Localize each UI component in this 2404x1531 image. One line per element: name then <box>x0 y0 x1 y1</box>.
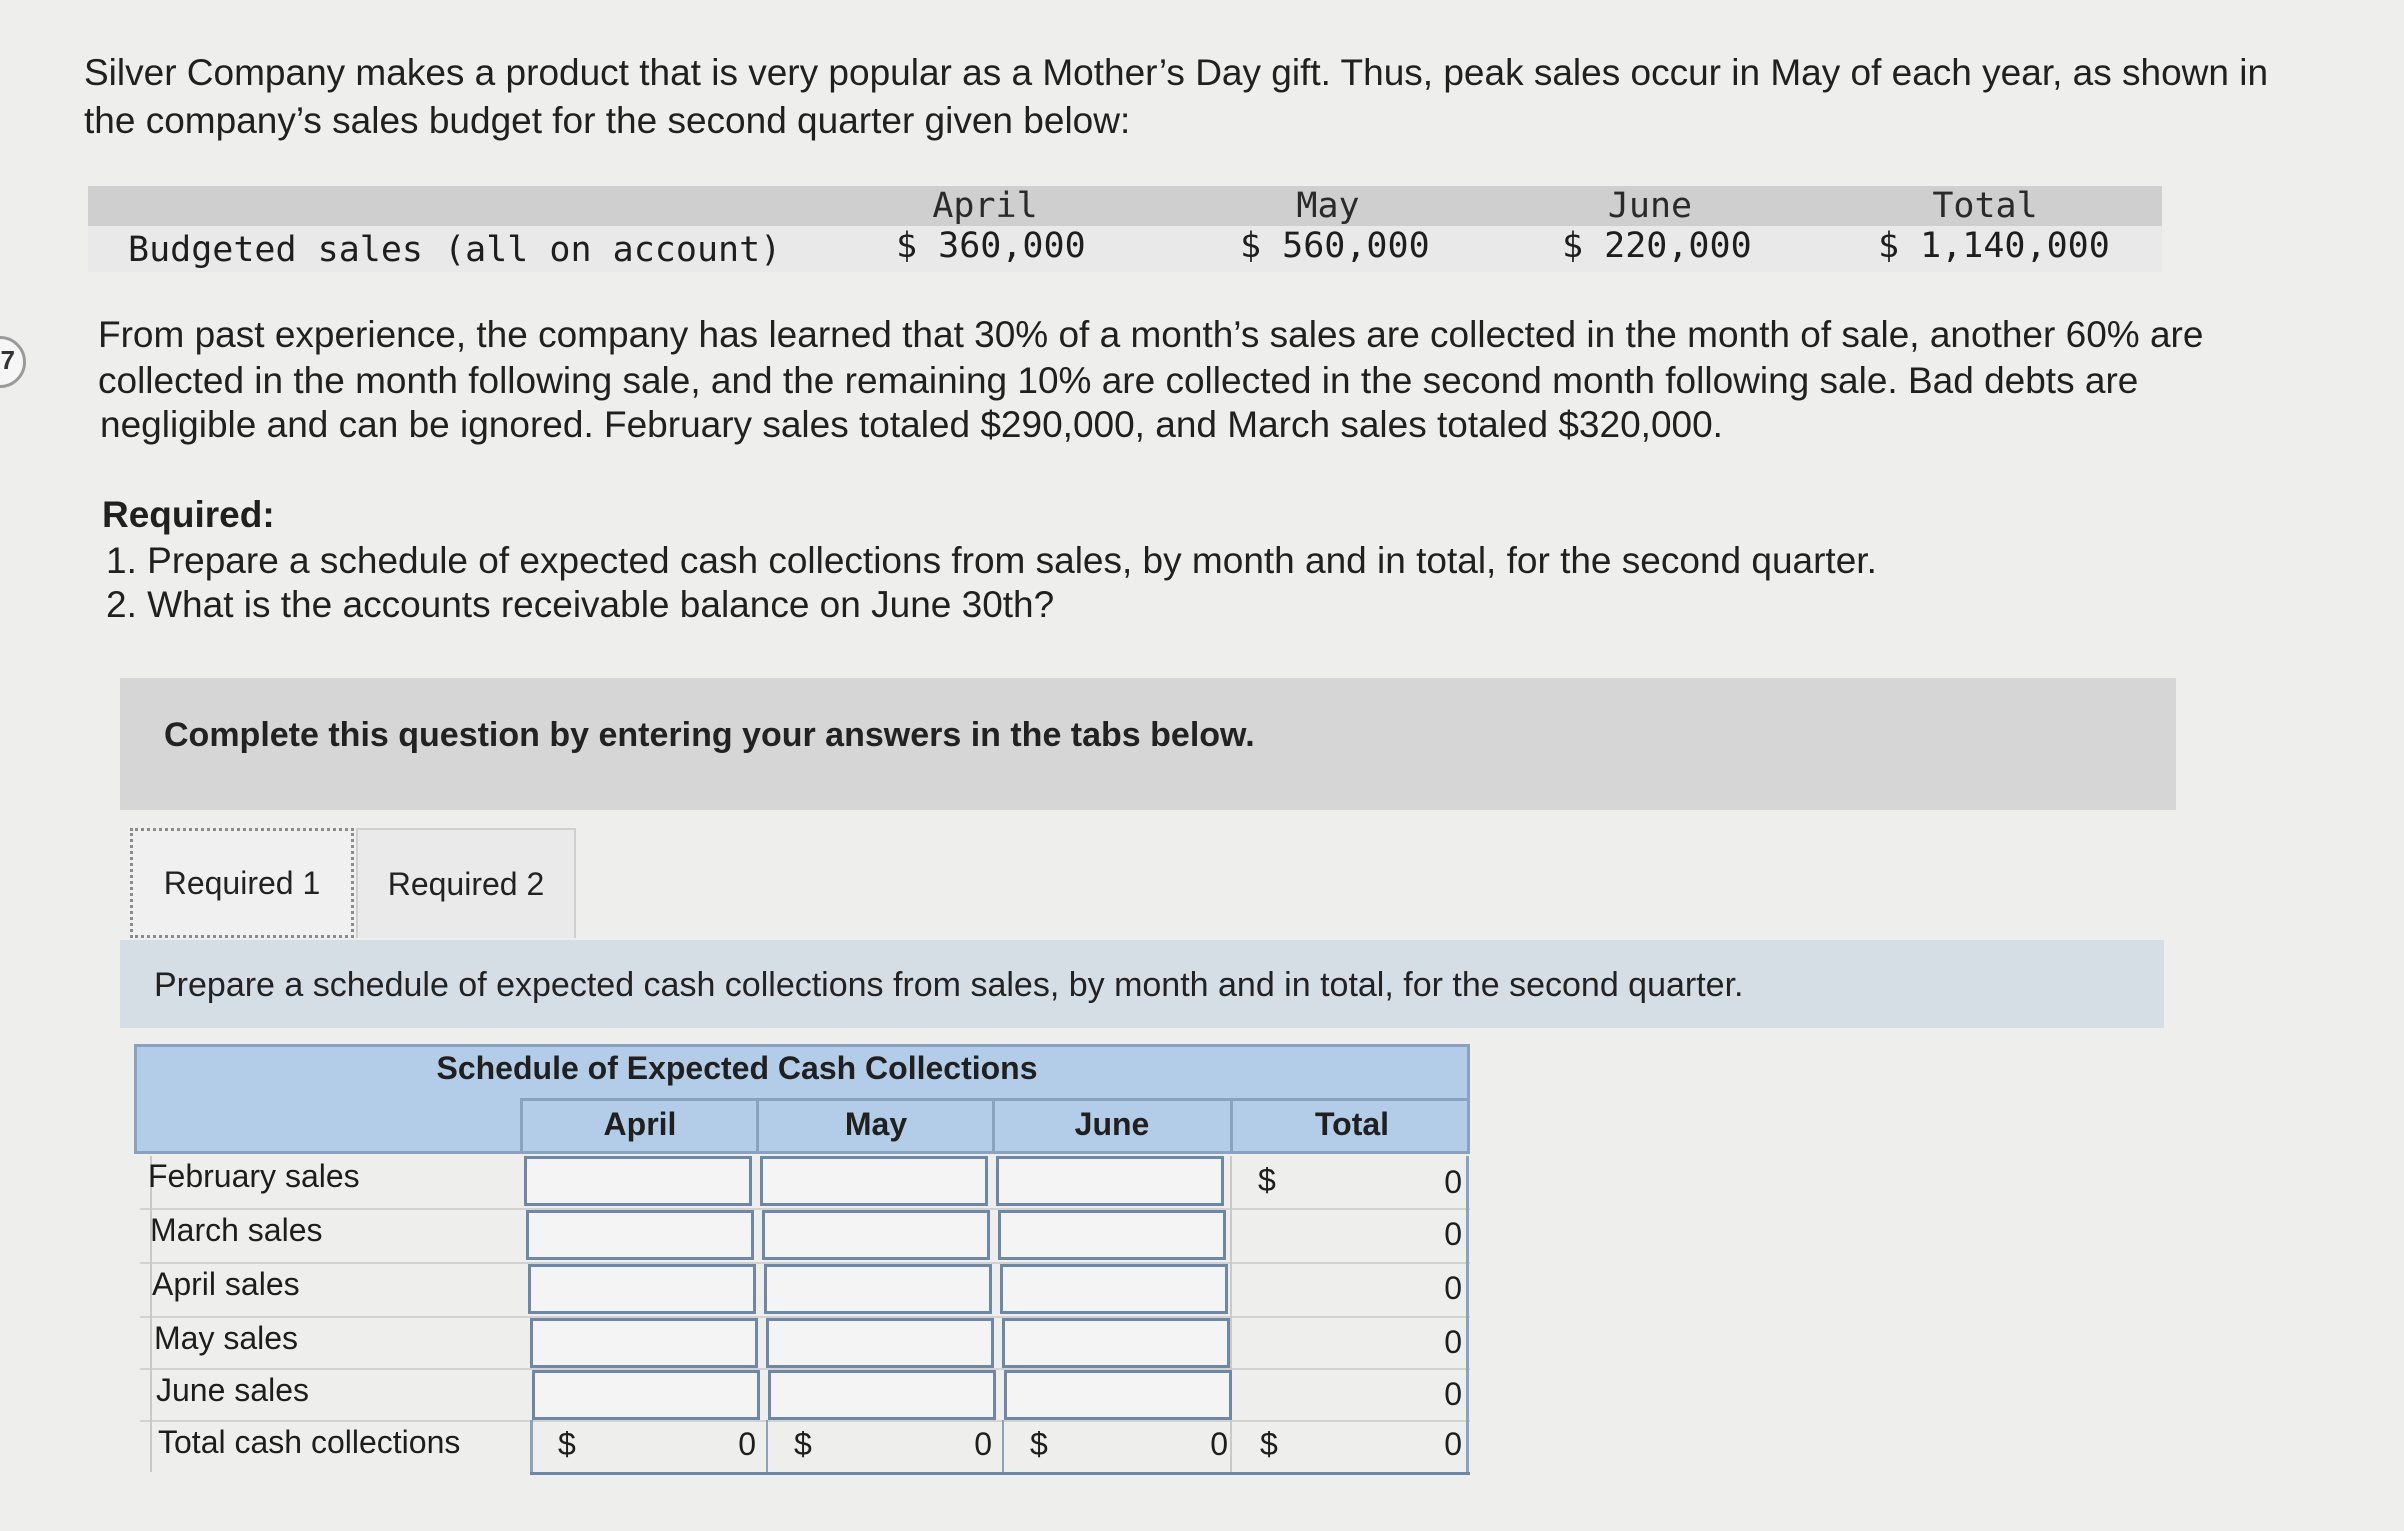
currency-symbol: $ <box>1260 1426 1278 1462</box>
required-item-2: 2. What is the accounts receivable balance on June 30th? <box>106 584 1055 625</box>
tab-required-1[interactable] <box>130 828 354 938</box>
schedule-title: Schedule of Expected Cash Collections <box>436 1050 1038 1086</box>
column-header-june: June <box>1074 1106 1150 1142</box>
total-march: 0 <box>1444 1216 1462 1252</box>
instruction-text: Complete this question by entering your answers in the tabs below. <box>164 716 1255 754</box>
total-collections-june: 0 <box>1210 1426 1228 1462</box>
label-column-edge <box>150 1156 152 1472</box>
prompt-text: Prepare a schedule of expected cash collections from sales, by month and in total, for the second quarter. <box>154 966 1744 1004</box>
experience-line-1: From past experience, the company has learned that 30% of a month’s sales are collected in the month of sale, another 60% are <box>98 314 2204 355</box>
input-february-april[interactable] <box>524 1156 752 1206</box>
budget-header-total: Total <box>1932 186 2038 226</box>
header-divider <box>1230 1098 1233 1154</box>
input-april-april[interactable] <box>528 1264 756 1314</box>
input-march-june[interactable] <box>998 1210 1226 1260</box>
input-may-april[interactable] <box>530 1318 758 1368</box>
row-label-june: June sales <box>156 1372 309 1408</box>
row-label-april: April sales <box>152 1266 300 1302</box>
budget-row-label: Budgeted sales (all on account) <box>128 230 782 270</box>
row-label-total: Total cash collections <box>158 1424 461 1460</box>
tab-required-2-label: Required 2 <box>387 865 545 902</box>
total-collections-april: 0 <box>738 1426 756 1462</box>
input-june-april[interactable] <box>532 1370 760 1420</box>
total-collections-may: 0 <box>974 1426 992 1462</box>
schedule-header-rule <box>520 1098 1470 1101</box>
row-label-march: March sales <box>150 1212 323 1248</box>
total-collections-total: 0 <box>1444 1426 1462 1462</box>
header-divider <box>520 1098 523 1154</box>
input-march-april[interactable] <box>526 1210 754 1260</box>
budget-header-may: May <box>1296 186 1360 226</box>
total-april: 0 <box>1444 1270 1462 1306</box>
row-label-february: February sales <box>148 1158 360 1194</box>
budget-value-april: $ 360,000 <box>896 226 1086 266</box>
currency-symbol: $ <box>558 1426 576 1462</box>
input-february-may[interactable] <box>760 1156 988 1206</box>
currency-symbol: $ <box>794 1426 812 1462</box>
required-heading: Required: <box>102 494 275 535</box>
budget-header-april: April <box>932 186 1038 226</box>
input-may-may[interactable] <box>766 1318 994 1368</box>
column-header-may: May <box>844 1106 908 1142</box>
input-march-may[interactable] <box>762 1210 990 1260</box>
experience-line-2: collected in the month following sale, and the remaining 10% are collected in the second month following sale. Bad debts are <box>98 360 2139 401</box>
input-april-may[interactable] <box>764 1264 992 1314</box>
totals-row-underline <box>530 1420 1470 1475</box>
question-number: 7 <box>0 345 15 375</box>
header-divider <box>992 1098 995 1154</box>
intro-line-2: the company’s sales budget for the second quarter given below: <box>84 100 1131 141</box>
row-label-may: May sales <box>154 1320 299 1356</box>
input-may-june[interactable] <box>1002 1318 1230 1368</box>
budget-header-bar <box>88 186 2162 226</box>
budget-value-total: $ 1,140,000 <box>1878 226 2110 266</box>
currency-symbol: $ <box>1258 1162 1276 1198</box>
totals-row-divider <box>530 1420 533 1472</box>
totals-row-divider <box>1002 1420 1004 1472</box>
header-divider <box>756 1098 759 1154</box>
required-item-1: 1. Prepare a schedule of expected cash collections from sales, by month and in total, for the second quarter. <box>106 540 1877 581</box>
input-june-june[interactable] <box>1004 1370 1232 1420</box>
input-april-june[interactable] <box>1000 1264 1228 1314</box>
input-february-june[interactable] <box>996 1156 1224 1206</box>
tab-required-1-label: Required 1 <box>163 864 321 901</box>
input-june-may[interactable] <box>768 1370 996 1420</box>
budget-value-may: $ 560,000 <box>1240 226 1430 266</box>
total-may: 0 <box>1444 1324 1462 1360</box>
tab-required-2[interactable] <box>356 828 576 938</box>
intro-line-1: Silver Company makes a product that is very popular as a Mother’s Day gift. Thus, peak sales occur in May of each year, as shown in <box>84 52 2269 93</box>
budget-value-june: $ 220,000 <box>1562 226 1752 266</box>
currency-symbol: $ <box>1030 1426 1048 1462</box>
column-header-april: April <box>603 1106 677 1142</box>
experience-line-3: negligible and can be ignored. February sales totaled $290,000, and March sales totaled $320,000. <box>100 404 1723 445</box>
budget-header-june: June <box>1607 186 1693 226</box>
column-header-total: Total <box>1314 1106 1390 1142</box>
question-number-marker <box>0 336 26 388</box>
totals-row-divider <box>766 1420 768 1472</box>
total-june: 0 <box>1444 1376 1462 1412</box>
total-february: 0 <box>1444 1164 1462 1200</box>
